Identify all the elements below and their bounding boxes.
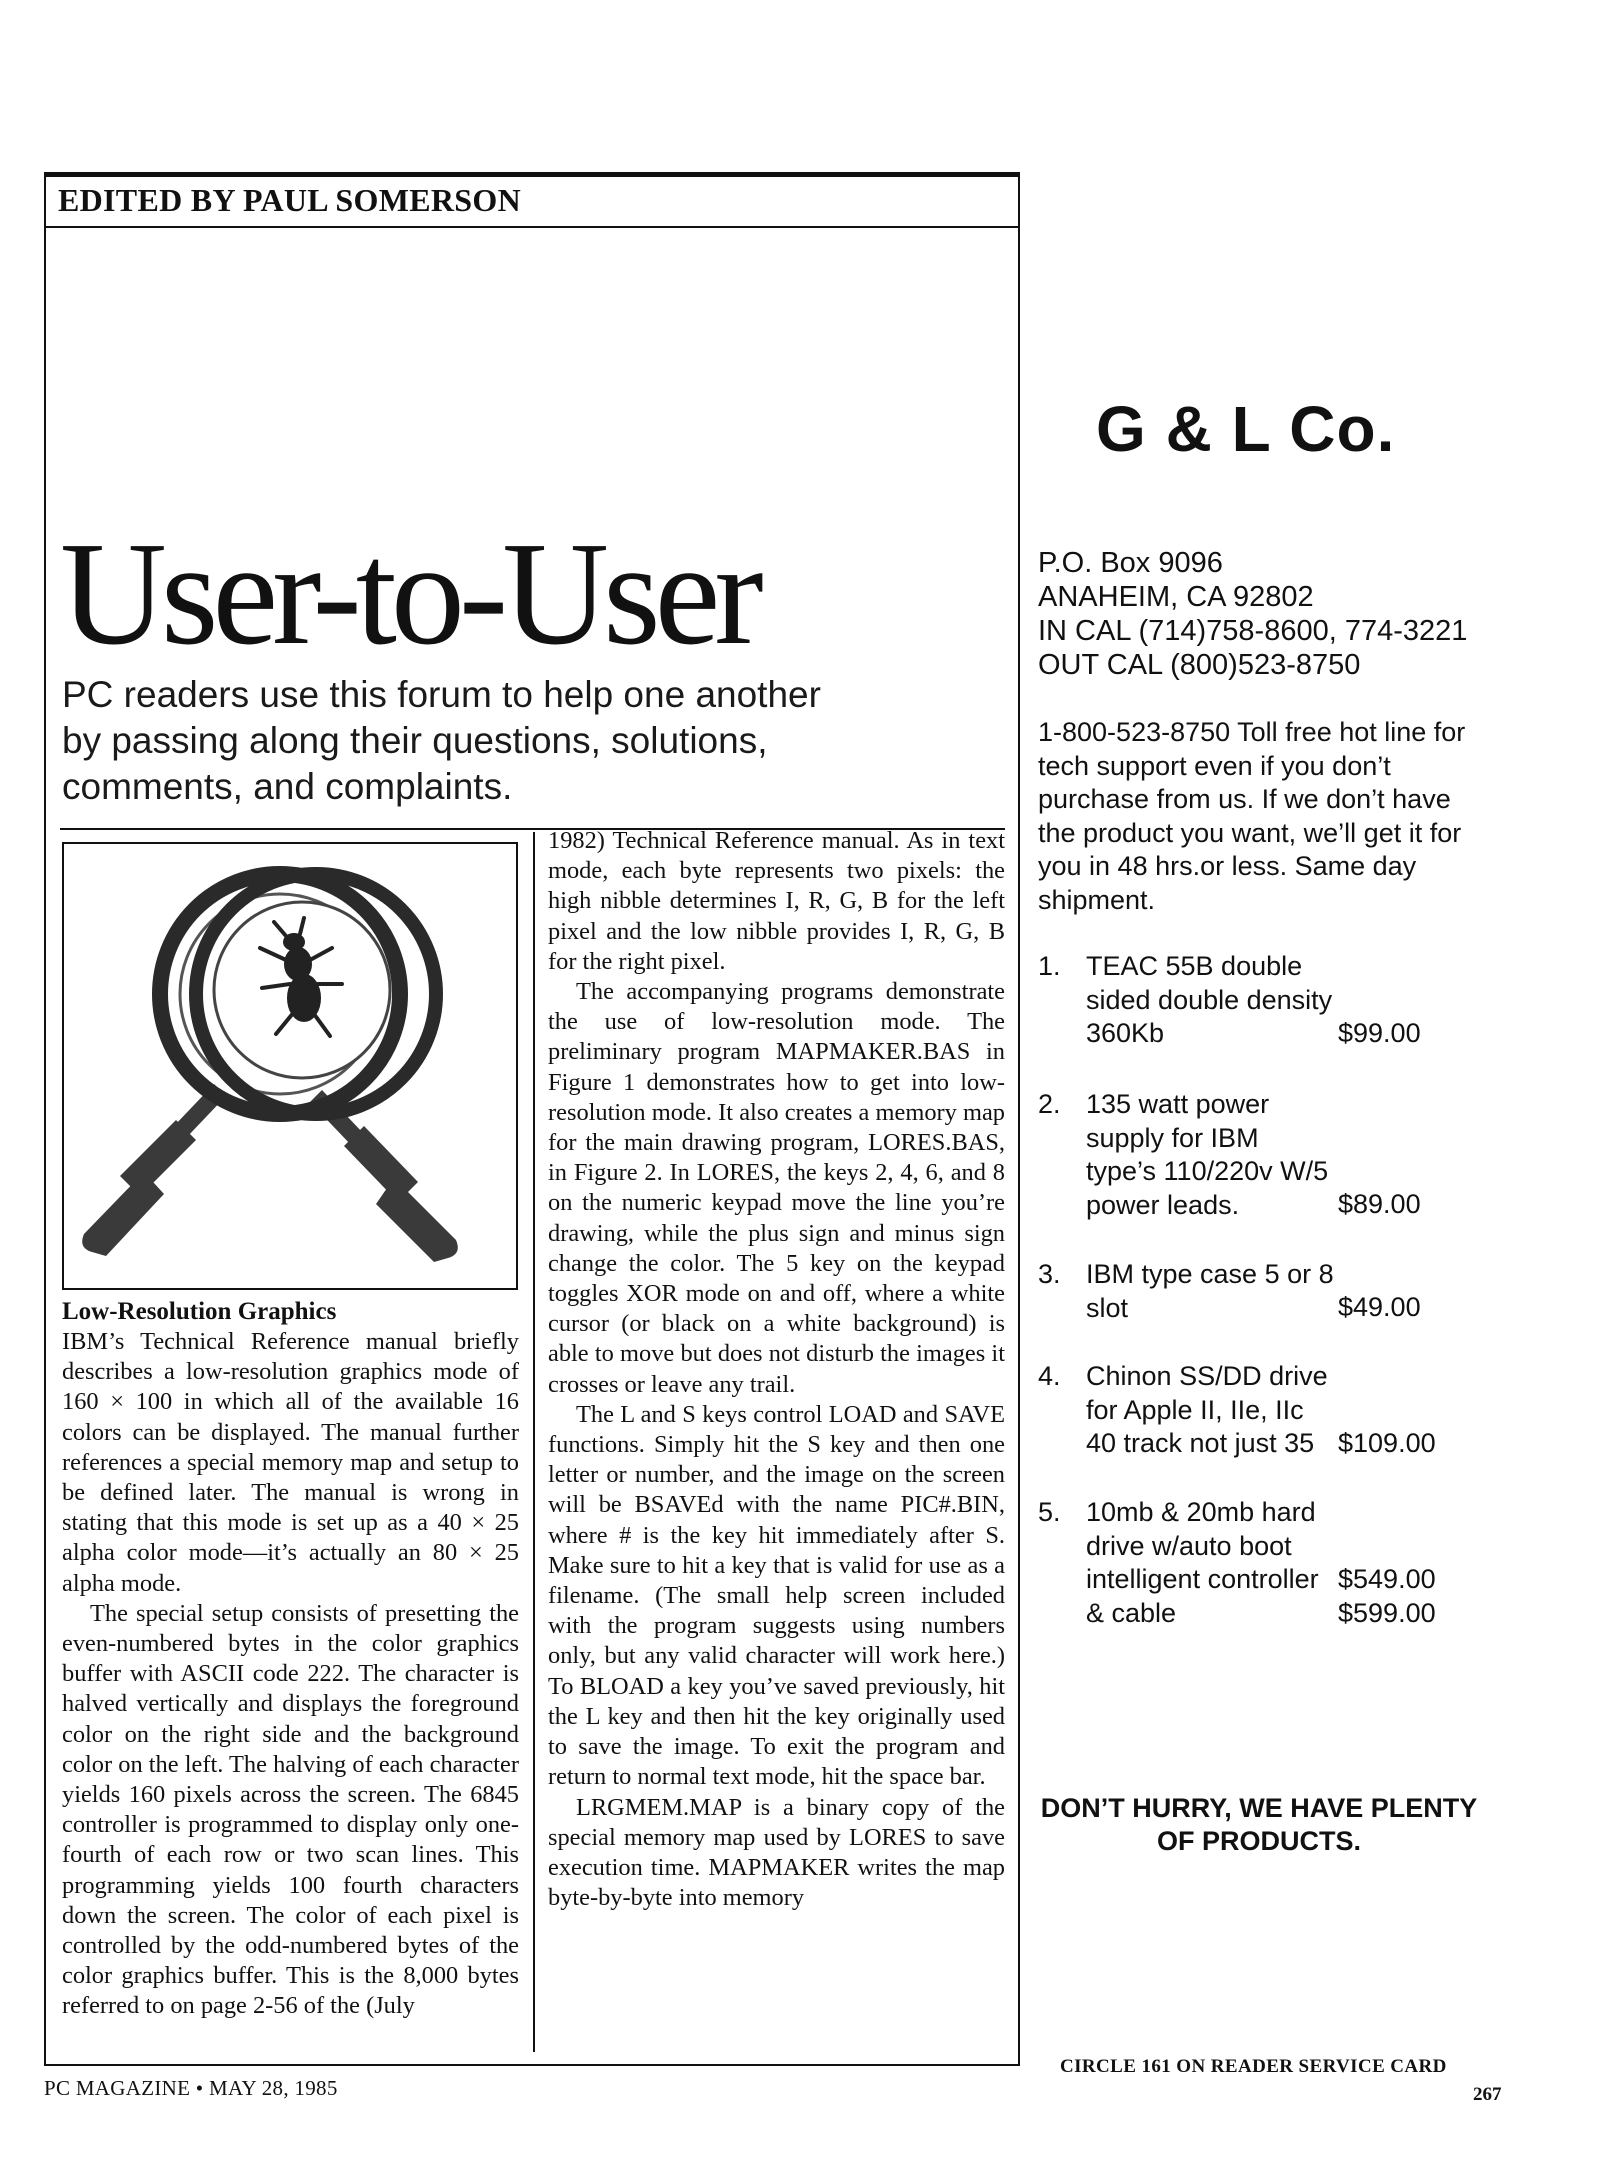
column-divider bbox=[533, 832, 535, 2052]
section-heading: Low-Resolution Graphics bbox=[62, 1298, 337, 1325]
footer-reader-service: CIRCLE 161 ON READER SERVICE CARD bbox=[1060, 2056, 1447, 2077]
page-subtitle: PC readers use this forum to help one another by passing along their questions, solutions, comments, and complaints. bbox=[62, 674, 821, 807]
article-column-2 bbox=[548, 826, 1005, 1913]
article-paragraph: IBM’s Technical Reference manual briefly describes a low-resolution graphics mode of 160 × 100 in which all of the available 16 colors can be displayed. The manual further references a special memory map and setup to be defined later. The manual is wrong in stating that this mode is set up as a 40 × 25 alpha color mode—it’s actually an 80 × 25 alpha mode. bbox=[62, 1328, 519, 1597]
item-description: TEAC 55B double sided double density 360Kb bbox=[1086, 951, 1333, 1048]
article-paragraph: The special setup consists of presetting the even-numbered bytes in the color graphics buffer with ASCII code 222. The character is halved vertically and displays the foreground color on the right side and the background color on the left. The halving of each character yields 160 pixels across the screen. The 6845 controller is programmed to display only one-fourth of each row or two scan lines. This programming yields 100 fourth characters down the screen. The color of each pixel is controlled by the odd-numbered bytes of the color graphics buffer. This is the 8,000 bytes referred to on page 2-56 of the (July bbox=[62, 1599, 519, 2020]
item-price: $49.00 bbox=[1338, 1292, 1421, 1322]
footer-magazine-date: PC MAGAZINE • MAY 28, 1985 bbox=[44, 2076, 338, 2100]
page-title: User-to-User bbox=[60, 512, 758, 676]
item-description: 10mb & 20mb hard drive w/auto boot intelligent controller & cable bbox=[1086, 1497, 1319, 1628]
page-number: 267 bbox=[1473, 2084, 1502, 2105]
article-paragraph: LRGMEM.MAP is a binary copy of the special memory map used by LORES to save execution time. MAPMAKER writes the map byte-by-byte into memory bbox=[548, 1793, 1005, 1912]
ad-address-line: ANAHEIM, CA 92802 bbox=[1038, 581, 1314, 613]
item-number: 2. bbox=[1038, 1089, 1061, 1119]
item-price: $99.00 bbox=[1338, 1018, 1421, 1048]
ad-address-line: IN CAL (714)758-8600, 774-3221 bbox=[1038, 615, 1468, 647]
article-paragraph: The L and S keys control LOAD and SAVE functions. Simply hit the S key and then one letter or number, and the image on the screen will be BSAVEd with the name PIC#.BIN, where # is the key hit immediately after S. Make sure to hit a key that is valid for use as a filename. (The small help screen included with the program suggests using numbers only, but any valid character will work here.) To BLOAD a key you’ve saved previously, hit the L key and then hit the key originally used to save the image. To exit the program and return to normal text mode, hit the space bar. bbox=[548, 1400, 1005, 1791]
ad-slogan: DON’T HURRY, WE HAVE PLENTY OF PRODUCTS. bbox=[1040, 1793, 1478, 1856]
item-price: $549.00 $599.00 bbox=[1338, 1564, 1436, 1628]
ad-company-name: G & L Co. bbox=[1096, 393, 1396, 465]
article-paragraph: The accompanying programs demonstrate the use of low-resolution mode. The preliminary program MAPMAKER.BAS in Figure 1 demonstrates how to get into low-resolution mode. It also creates a memory map for the main drawing program, LORES.BAS, in Figure 2. In LORES, the keys 2, 4, 6, and 8 on the numeric keypad move the line you’re drawing, while the plus sign and minus sign change the color. The 5 key on the keypad toggles XOR mode on and off, where a white cursor (or black on a white background) is able to move but does not disturb the images it crosses or leave any trail. bbox=[548, 978, 1005, 1398]
item-number: 5. bbox=[1038, 1497, 1061, 1527]
item-number: 3. bbox=[1038, 1259, 1061, 1289]
item-number: 4. bbox=[1038, 1361, 1061, 1391]
item-price: $109.00 bbox=[1338, 1428, 1436, 1458]
ad-blurb: 1-800-523-8750 Toll free hot line for tech support even if you don’t purchase from us. If we don’t have the product you want, we’ll get it for you in 48 hrs.or less. Same day shipment. bbox=[1038, 717, 1466, 915]
item-price: $89.00 bbox=[1338, 1189, 1421, 1219]
article-paragraph: 1982) Technical Reference manual. As in text mode, each byte represents two pixels: the high nibble determines I, R, G, B for the left pixel and the low nibble provides I, R, G, B for the right pixel. bbox=[548, 827, 1005, 975]
article-column-1 bbox=[62, 1296, 519, 2022]
magnifying-glasses-icon bbox=[64, 844, 516, 1288]
ad-address-line: P.O. Box 9096 bbox=[1038, 547, 1223, 579]
illustration bbox=[62, 842, 518, 1290]
ad-address-line: OUT CAL (800)523-8750 bbox=[1038, 649, 1361, 681]
item-description: 135 watt power supply for IBM type’s 110/220v W/5 power leads. bbox=[1086, 1089, 1329, 1220]
item-description: IBM type case 5 or 8 slot bbox=[1086, 1259, 1334, 1323]
editor-credit: EDITED BY PAUL SOMERSON bbox=[44, 172, 1020, 228]
ad-address bbox=[1038, 546, 1467, 682]
item-description: Chinon SS/DD drive for Apple II, IIe, IIc 40 track not just 35 bbox=[1086, 1361, 1328, 1458]
item-number: 1. bbox=[1038, 951, 1061, 981]
